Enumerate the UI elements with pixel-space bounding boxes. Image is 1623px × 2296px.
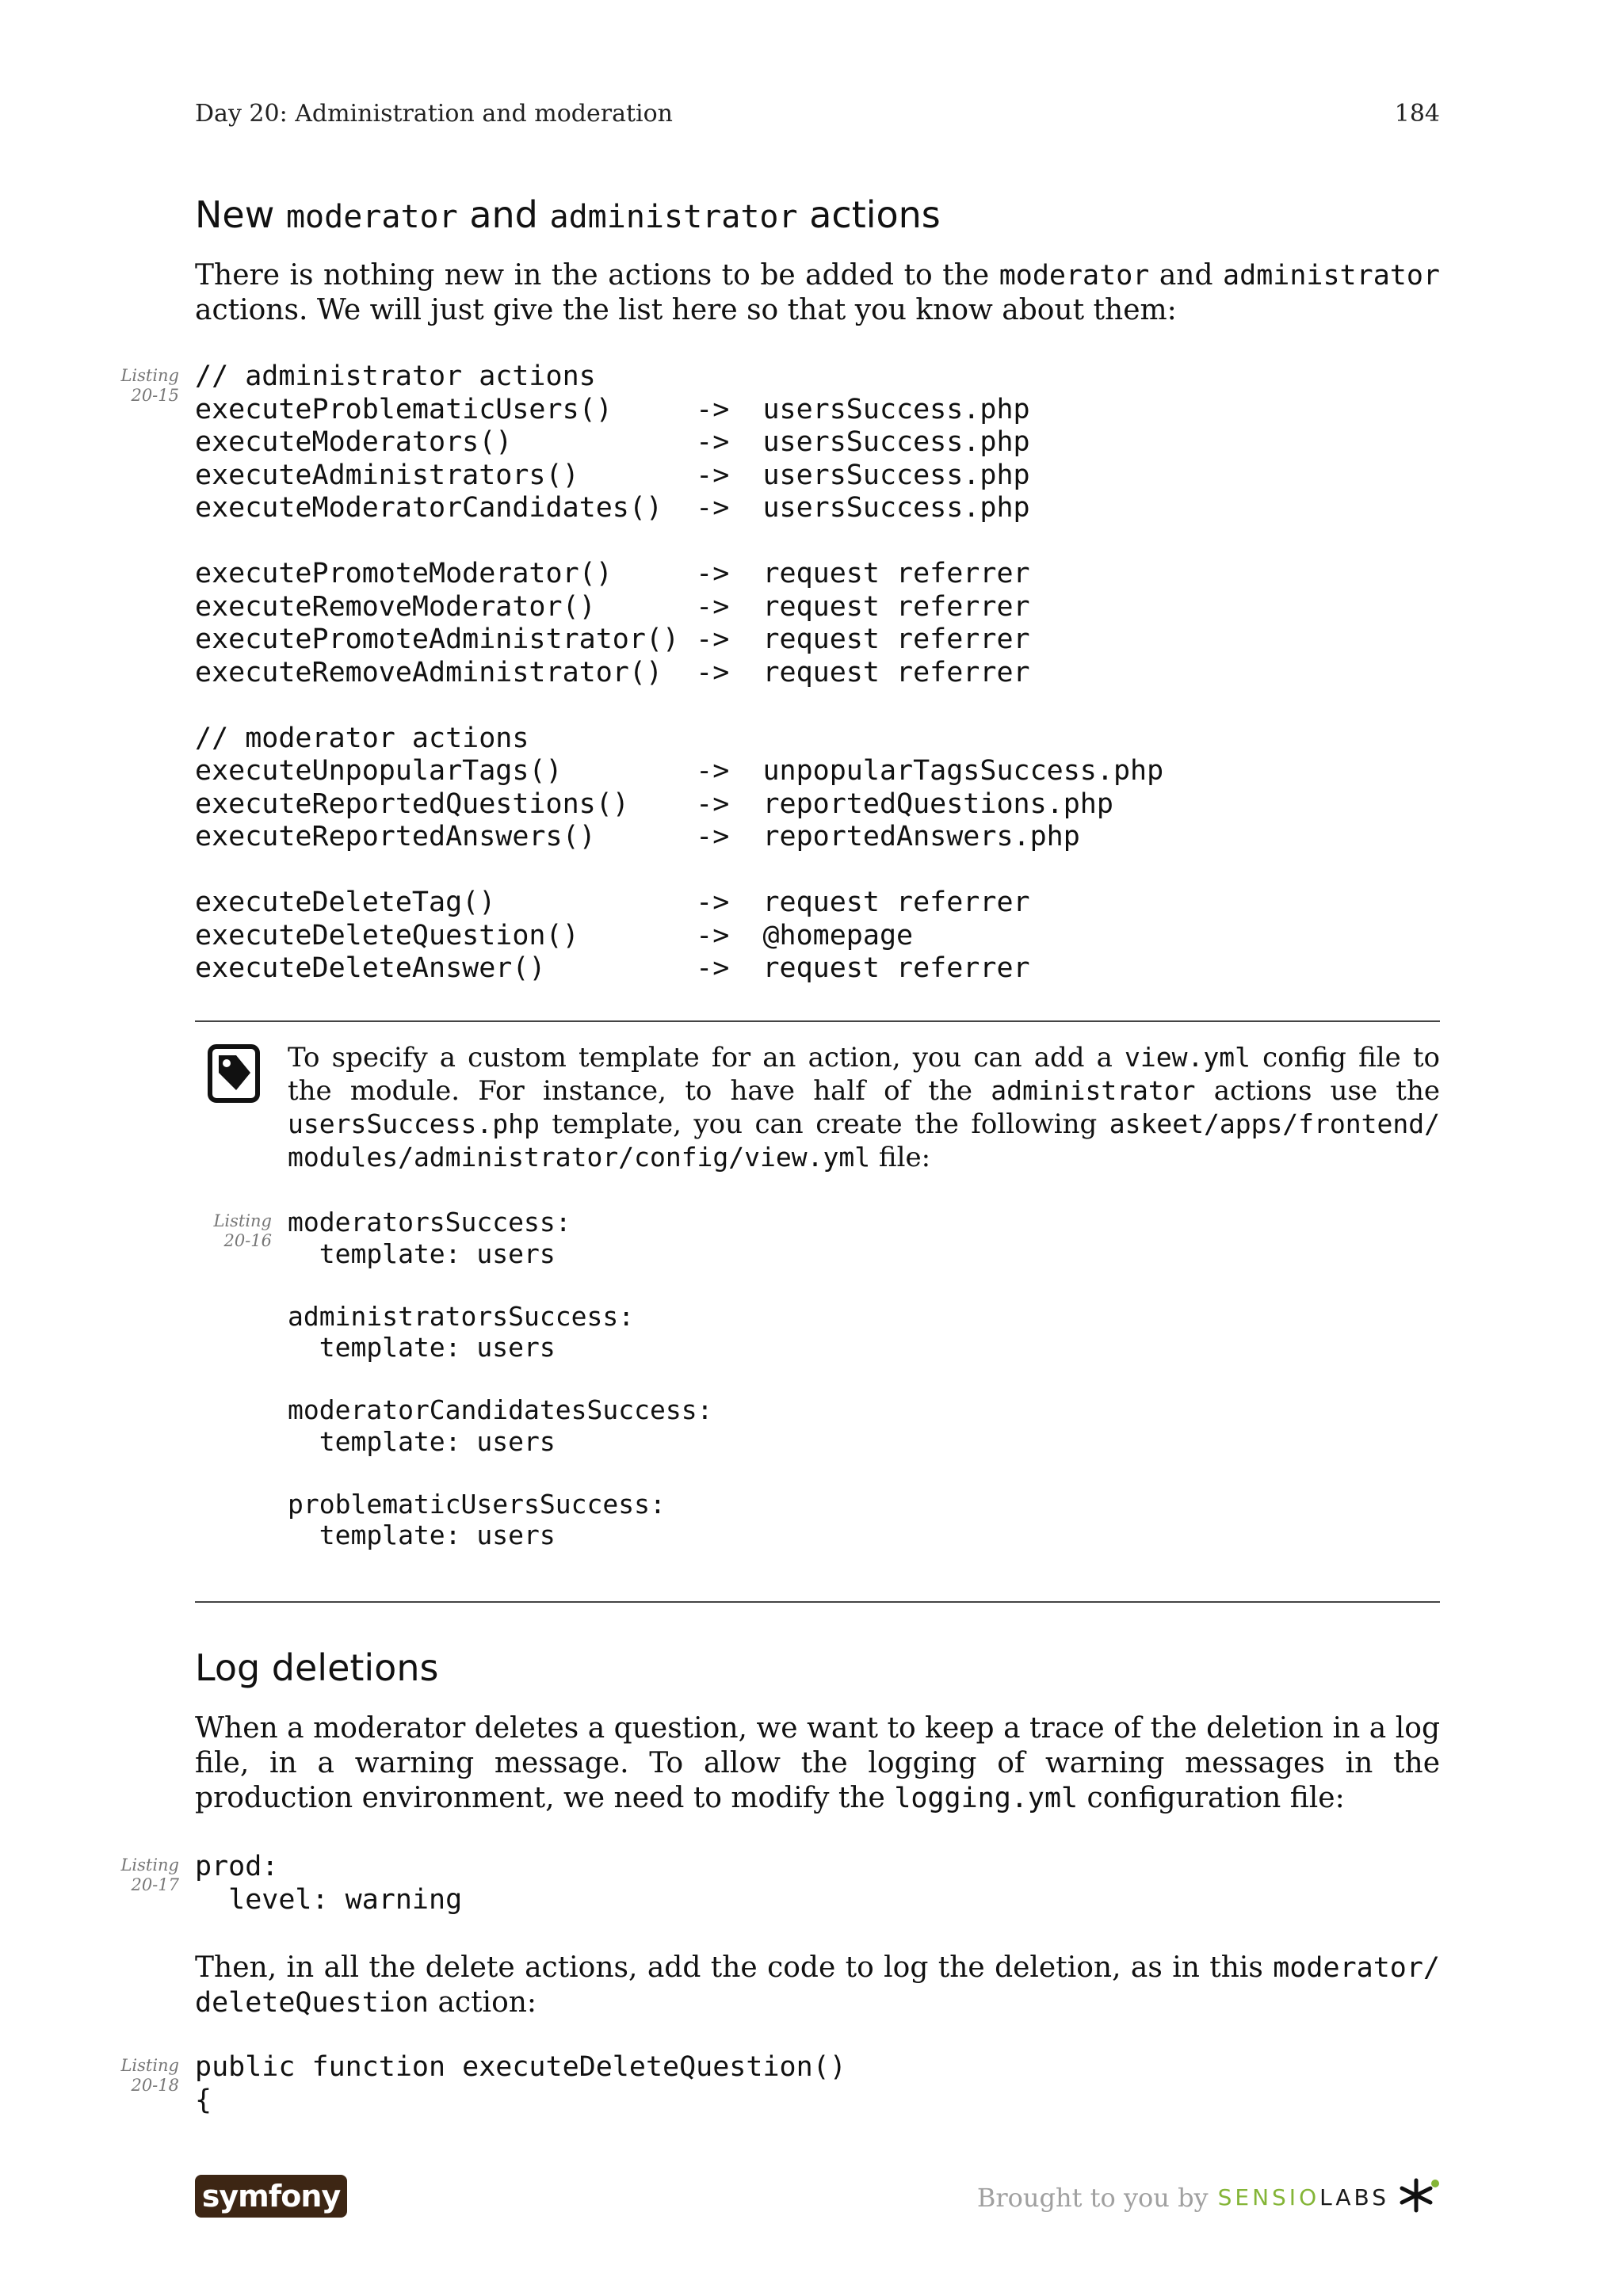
chapter-title: Day 20: Administration and moderation <box>195 100 673 128</box>
note-divider-top <box>195 1020 1440 1022</box>
listing-label: Listing 20-15 <box>120 366 179 405</box>
code-listing-20-16 <box>288 1207 712 1551</box>
sensiolabs-wordmark: SENSIOLABS <box>1217 2184 1389 2210</box>
code-listing-20-18 <box>195 2051 846 2117</box>
page-number: 184 <box>1394 100 1440 128</box>
code-line: // moderator actions <box>195 722 529 754</box>
code-line: executeProblematicUsers() -> usersSuccess.php <box>195 393 1030 425</box>
code-line: prod: <box>195 1851 279 1882</box>
code-line: executePromoteModerator() -> request referrer <box>195 558 1030 589</box>
code-line: level: warning <box>195 1883 463 1916</box>
note-paragraph: To specify a custom template for an action, you can add a view.yml config file to the module. For instance, to have half of the administrator actions use the usersSuccess.php template, you can create the following askeet/apps/frontend/ modules/administrator/config/view.yml file: <box>288 1042 1440 1173</box>
code-line <box>195 689 1163 723</box>
code-line: executeModerators() -> usersSuccess.php <box>195 426 1030 458</box>
code-line: public function executeDeleteQuestion() <box>195 2051 846 2083</box>
code-line: template: users <box>288 1520 556 1550</box>
code-line: executeDeleteAnswer() -> request referrer <box>195 952 1030 984</box>
footer-credit: Brought to you by SENSIOLABS <box>977 2177 1440 2218</box>
code-line: executePromoteAdministrator() -> request referrer <box>195 624 1030 655</box>
code-listing-20-15 <box>195 360 1163 986</box>
symfony-logo: symfony <box>195 2175 347 2218</box>
section-heading: Log deletions <box>195 1646 439 1689</box>
code-line: template: users <box>288 1425 556 1457</box>
code-line: executeDeleteTag() -> request referrer <box>195 887 1030 918</box>
code-line: executeRemoveAdministrator() -> request referrer <box>195 656 1030 688</box>
listing-label: Listing 20-17 <box>120 1855 179 1894</box>
listing-label: Listing 20-18 <box>120 2056 179 2095</box>
code-line <box>195 525 1163 559</box>
code-line: // administrator actions <box>195 360 596 392</box>
code-line: template: users <box>288 1238 556 1269</box>
code-line <box>288 1363 712 1395</box>
code-line: moderatorCandidatesSuccess: <box>288 1394 713 1425</box>
code-line: administratorsSuccess: <box>288 1300 635 1332</box>
code-line <box>288 1269 712 1301</box>
note-divider-bottom <box>195 1601 1440 1603</box>
code-line: executeReportedAnswers() -> reportedAnswers.php <box>195 821 1080 852</box>
sensiolabs-star-icon <box>1399 2177 1440 2218</box>
running-header <box>195 100 1440 128</box>
code-line: template: users <box>288 1332 556 1363</box>
code-line: executeModeratorCandidates() -> usersSuccess.php <box>195 492 1030 524</box>
code-line: executeRemoveModerator() -> request referrer <box>195 590 1030 623</box>
log-paragraph: When a moderator deletes a question, we want to keep a trace of the deletion in a log file, in a warning message. To allow the logging of warning messages in the production environment, we need to modify the logging.yml configuration file: <box>195 1712 1440 1814</box>
code-line: moderatorsSuccess: <box>288 1207 571 1238</box>
delete-action-paragraph: Then, in all the delete actions, add the code to log the deletion, as in this moderator/ deleteQuestion action: <box>195 1951 1440 2019</box>
listing-label: Listing 20-16 <box>213 1211 272 1250</box>
code-line <box>195 854 1163 887</box>
code-line: problematicUsersSuccess: <box>288 1488 666 1520</box>
note-tag-icon <box>208 1044 260 1103</box>
code-line: executeAdministrators() -> usersSuccess.php <box>195 459 1030 491</box>
code-listing-20-17 <box>195 1851 462 1917</box>
section-heading: New moderator and administrator actions <box>195 193 941 236</box>
code-line: executeReportedQuestions() -> reportedQuestions.php <box>195 788 1113 820</box>
intro-paragraph: There is nothing new in the actions to be added to the moderator and administrator actions. We will just give the list here so that you know about them: <box>195 259 1440 326</box>
code-line <box>288 1457 712 1489</box>
code-line: executeUnpopularTags() -> unpopularTagsSuccess.php <box>195 755 1164 787</box>
code-line: executeDeleteQuestion() -> @homepage <box>195 919 914 952</box>
code-line: { <box>195 2084 212 2116</box>
